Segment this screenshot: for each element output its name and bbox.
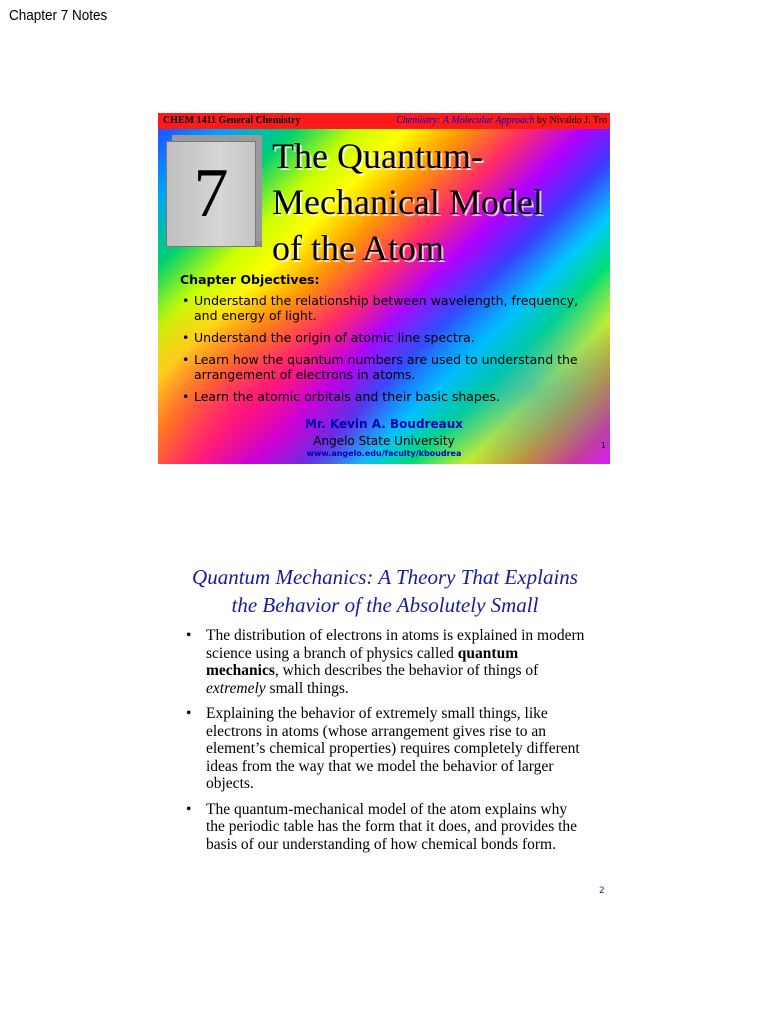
textbook-credit [396,113,607,129]
objective-text: Understand the relationship between wavelength, frequency, and energy of light. [194,293,579,323]
textbook-author: by Nivaldo J. Tro [534,115,607,126]
title-line-2: Mechanical Model [272,182,543,222]
bullet-text: Explaining the behavior of extremely small things, like electrons in atoms (whose arrangement gives rise to an element’s chemical properties) requires completely different ideas from the way that we model the behavior of larger objects. [206,705,580,792]
course-name: CHEM 1411 General Chemistry [163,115,301,126]
page-header: Chapter 7 Notes [9,7,108,24]
list-item [186,627,586,697]
objective-item [180,389,600,404]
slide-number: 2 [599,886,605,896]
objective-text: Learn the atomic orbitals and their basic shapes. [194,389,501,404]
textbook-title: Chemistry: A Molecular Approach [396,115,535,126]
title-line-3: of the Atom [272,228,444,268]
list-item [186,705,586,793]
bullet-text-part: , which describes the behavior of things of [274,662,539,679]
chapter-number: 7 [193,155,229,232]
italic-term: extremely [206,679,266,697]
author-url: www.angelo.edu/faculty/kboudrea [306,449,462,458]
chapter-objectives [180,272,600,411]
chapter-number-box [166,141,256,247]
bullet-icon: • [182,293,190,308]
bold-term: quantum mechanics [206,644,519,679]
objective-text: Understand the origin of atomic line spectra. [194,330,475,345]
bullet-text-part: small things. [265,679,349,697]
author-affiliation: Angelo State University [313,434,455,448]
objective-item [180,293,600,323]
bullet-text-part: The distribution of electrons in atoms is explained in modern science using a branch of physics called [206,627,585,662]
slide-1-top-bar [158,113,610,129]
title-line-1: The Quantum- [272,136,483,176]
slide-2-bullet-list [186,627,586,861]
bullet-text: The quantum-mechanical model of the atom explains why the periodic table has the form that it does, and provides the basis of our understanding of how chemical bonds form. [206,800,578,853]
bullet-icon: • [182,330,190,345]
slide-2-title-line-1: Quantum Mechanics: A Theory That Explains [192,565,578,589]
bullet-icon: • [186,705,192,722]
slide-2-title-line-2: the Behavior of the Absolutely Small [231,593,539,617]
objectives-heading: Chapter Objectives: [180,272,320,287]
slide-1 [158,113,610,464]
list-item [186,801,586,854]
slide-1-title [272,133,602,271]
slide-2-title [160,563,610,619]
bullet-icon: • [186,800,192,818]
objective-item [180,352,600,382]
objective-item [180,330,600,345]
slide-number: 1 [600,441,606,450]
objective-text: Learn how the quantum numbers are used to understand the arrangement of electrons in atoms. [194,352,578,382]
bullet-icon: • [186,627,192,644]
author-name: Mr. Kevin A. Boudreaux [305,417,463,431]
bullet-icon: • [182,389,190,404]
bullet-icon: • [182,352,190,367]
